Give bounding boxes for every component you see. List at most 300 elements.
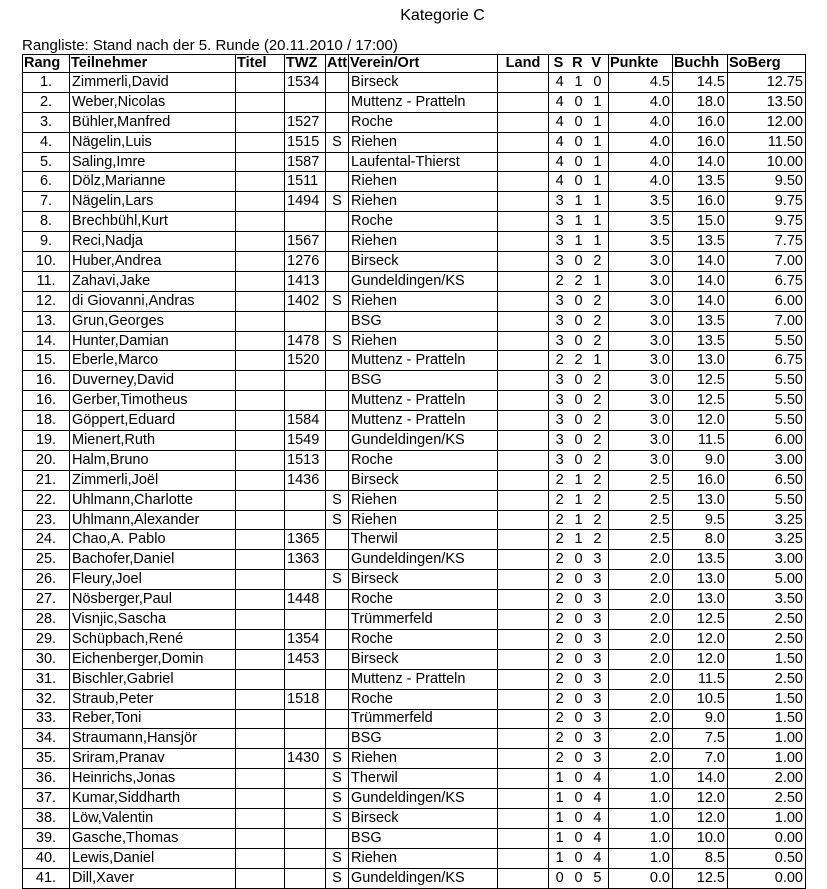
cell-name: Saling,Imre (70, 152, 236, 172)
cell-rang: 19. (23, 431, 70, 451)
cell-titel (236, 828, 285, 848)
col-header-v: V (591, 55, 602, 71)
cell-r: 0 (574, 431, 583, 448)
cell-buchh: 13.0 (673, 570, 728, 590)
cell-soberg: 3.25 (728, 510, 806, 530)
table-row (23, 311, 806, 331)
cell-r: 0 (574, 730, 583, 747)
cell-buchh: 16.0 (673, 470, 728, 490)
cell-s: 2 (555, 272, 564, 289)
cell-verein: Riehen (349, 192, 498, 212)
cell-twz: 1534 (285, 73, 326, 93)
cell-land (498, 709, 549, 729)
page-title (0, 7, 827, 25)
cell-att (326, 590, 349, 610)
cell-v: 2 (593, 451, 602, 468)
cell-buchh: 11.5 (673, 669, 728, 689)
cell-v: 2 (593, 252, 602, 269)
cell-verein: Riehen (349, 232, 498, 252)
cell-name: Nösberger,Paul (70, 590, 236, 610)
cell-twz: 1453 (285, 649, 326, 669)
cell-rang: 20. (23, 450, 70, 470)
cell-att (326, 729, 349, 749)
cell-twz: 1527 (285, 112, 326, 132)
cell-buchh: 16.0 (673, 132, 728, 152)
cell-twz: 1354 (285, 629, 326, 649)
cell-r: 0 (574, 153, 583, 170)
cell-srv (549, 550, 609, 570)
cell-v: 4 (593, 829, 602, 846)
cell-rang: 26. (23, 570, 70, 590)
cell-name: Löw,Valentin (70, 808, 236, 828)
cell-buchh: 12.0 (673, 808, 728, 828)
cell-name: Uhlmann,Charlotte (70, 490, 236, 510)
cell-v: 2 (593, 332, 602, 349)
cell-soberg: 9.50 (728, 172, 806, 192)
table-row (23, 789, 806, 809)
cell-buchh: 13.0 (673, 351, 728, 371)
cell-verein: Muttenz - Pratteln (349, 411, 498, 431)
cell-land (498, 371, 549, 391)
cell-name: Gasche,Thomas (70, 828, 236, 848)
cell-verein: Trümmerfeld (349, 709, 498, 729)
cell-titel (236, 73, 285, 93)
table-row (23, 769, 806, 789)
cell-rang: 7. (23, 192, 70, 212)
cell-twz: 1448 (285, 590, 326, 610)
cell-att: S (326, 749, 349, 769)
col-header-punkte: Punkte (609, 55, 673, 73)
cell-name: Straub,Peter (70, 689, 236, 709)
cell-twz (285, 729, 326, 749)
table-row (23, 152, 806, 172)
cell-buchh: 9.0 (673, 450, 728, 470)
cell-titel (236, 271, 285, 291)
cell-rang: 16. (23, 371, 70, 391)
cell-v: 2 (593, 392, 602, 409)
table-row (23, 351, 806, 371)
cell-rang: 5. (23, 152, 70, 172)
cell-rang: 23. (23, 510, 70, 530)
cell-buchh: 18.0 (673, 92, 728, 112)
cell-v: 2 (593, 511, 602, 528)
table-row (23, 411, 806, 431)
cell-srv (549, 848, 609, 868)
cell-s: 2 (555, 471, 564, 488)
cell-r: 0 (574, 809, 583, 826)
cell-rang: 37. (23, 789, 70, 809)
cell-rang: 25. (23, 550, 70, 570)
cell-punkte: 2.0 (609, 629, 673, 649)
cell-rang: 29. (23, 629, 70, 649)
cell-soberg: 13.50 (728, 92, 806, 112)
cell-twz (285, 212, 326, 232)
cell-titel (236, 450, 285, 470)
cell-s: 1 (555, 809, 564, 826)
cell-att (326, 610, 349, 630)
cell-titel (236, 490, 285, 510)
table-row (23, 470, 806, 490)
table-row (23, 391, 806, 411)
cell-titel (236, 729, 285, 749)
table-row (23, 73, 806, 93)
cell-srv (549, 351, 609, 371)
cell-punkte: 2.0 (609, 590, 673, 610)
cell-rang: 4. (23, 132, 70, 152)
cell-punkte: 2.0 (609, 689, 673, 709)
cell-twz (285, 848, 326, 868)
cell-punkte: 1.0 (609, 828, 673, 848)
cell-punkte: 2.5 (609, 510, 673, 530)
cell-verein: Gundeldingen/KS (349, 431, 498, 451)
cell-land (498, 112, 549, 132)
cell-titel (236, 689, 285, 709)
cell-verein: Muttenz - Pratteln (349, 351, 498, 371)
cell-verein: Riehen (349, 331, 498, 351)
cell-srv (549, 470, 609, 490)
cell-verein: Riehen (349, 490, 498, 510)
cell-s: 4 (555, 133, 564, 150)
cell-v: 4 (593, 809, 602, 826)
cell-s: 2 (555, 670, 564, 687)
cell-twz: 1587 (285, 152, 326, 172)
cell-verein: Riehen (349, 510, 498, 530)
cell-soberg: 1.50 (728, 709, 806, 729)
cell-v: 2 (593, 292, 602, 309)
cell-name: Zahavi,Jake (70, 271, 236, 291)
cell-srv (549, 271, 609, 291)
cell-punkte: 4.0 (609, 112, 673, 132)
cell-srv (549, 73, 609, 93)
cell-punkte: 3.0 (609, 450, 673, 470)
cell-soberg: 5.50 (728, 391, 806, 411)
cell-s: 3 (555, 451, 564, 468)
cell-r: 0 (574, 551, 583, 568)
cell-land (498, 490, 549, 510)
cell-soberg: 1.00 (728, 729, 806, 749)
cell-land (498, 769, 549, 789)
cell-land (498, 749, 549, 769)
cell-r: 0 (574, 312, 583, 329)
table-row (23, 112, 806, 132)
cell-twz: 1363 (285, 550, 326, 570)
cell-twz: 1413 (285, 271, 326, 291)
cell-soberg: 7.00 (728, 252, 806, 272)
cell-titel (236, 550, 285, 570)
cell-srv (549, 629, 609, 649)
cell-rang: 9. (23, 232, 70, 252)
cell-att (326, 689, 349, 709)
cell-v: 3 (593, 670, 602, 687)
cell-soberg: 6.75 (728, 351, 806, 371)
cell-att: S (326, 192, 349, 212)
cell-titel (236, 470, 285, 490)
cell-buchh: 10.0 (673, 828, 728, 848)
cell-att: S (326, 769, 349, 789)
cell-buchh: 12.5 (673, 868, 728, 888)
cell-soberg: 6.50 (728, 470, 806, 490)
cell-punkte: 2.5 (609, 470, 673, 490)
cell-att: S (326, 132, 349, 152)
cell-buchh: 12.5 (673, 610, 728, 630)
cell-att (326, 152, 349, 172)
cell-s: 3 (555, 252, 564, 269)
cell-srv (549, 132, 609, 152)
cell-punkte: 3.0 (609, 391, 673, 411)
cell-att (326, 311, 349, 331)
table-row (23, 232, 806, 252)
cell-att: S (326, 808, 349, 828)
cell-s: 2 (555, 730, 564, 747)
cell-land (498, 212, 549, 232)
cell-att (326, 431, 349, 451)
cell-titel (236, 709, 285, 729)
cell-titel (236, 291, 285, 311)
cell-att (326, 112, 349, 132)
cell-twz: 1494 (285, 192, 326, 212)
cell-soberg: 5.50 (728, 411, 806, 431)
cell-verein: Muttenz - Pratteln (349, 92, 498, 112)
cell-srv (549, 152, 609, 172)
cell-att (326, 530, 349, 550)
cell-buchh: 12.0 (673, 629, 728, 649)
cell-r: 0 (574, 113, 583, 130)
cell-name: Weber,Nicolas (70, 92, 236, 112)
cell-srv (549, 232, 609, 252)
cell-v: 5 (593, 869, 602, 886)
cell-buchh: 14.5 (673, 73, 728, 93)
cell-name: Lewis,Daniel (70, 848, 236, 868)
cell-name: Eberle,Marco (70, 351, 236, 371)
table-row (23, 450, 806, 470)
cell-srv (549, 450, 609, 470)
cell-punkte: 3.0 (609, 371, 673, 391)
cell-r: 2 (574, 352, 583, 369)
cell-s: 0 (555, 869, 564, 886)
cell-r: 0 (574, 252, 583, 269)
cell-titel (236, 172, 285, 192)
cell-twz: 1511 (285, 172, 326, 192)
cell-srv (549, 192, 609, 212)
cell-verein: Therwil (349, 530, 498, 550)
cell-r: 0 (574, 133, 583, 150)
cell-land (498, 411, 549, 431)
cell-land (498, 152, 549, 172)
cell-verein: Gundeldingen/KS (349, 550, 498, 570)
cell-rang: 40. (23, 848, 70, 868)
cell-verein: BSG (349, 729, 498, 749)
cell-punkte: 3.0 (609, 331, 673, 351)
cell-soberg: 5.50 (728, 331, 806, 351)
cell-r: 0 (574, 770, 583, 787)
cell-verein: Riehen (349, 749, 498, 769)
cell-soberg: 3.00 (728, 550, 806, 570)
cell-verein: Riehen (349, 848, 498, 868)
cell-name: Kumar,Siddharth (70, 789, 236, 809)
cell-name: Reci,Nadja (70, 232, 236, 252)
cell-twz (285, 789, 326, 809)
cell-buchh: 13.5 (673, 232, 728, 252)
cell-punkte: 1.0 (609, 808, 673, 828)
cell-r: 0 (574, 670, 583, 687)
cell-soberg: 12.75 (728, 73, 806, 93)
cell-land (498, 848, 549, 868)
cell-buchh: 11.5 (673, 431, 728, 451)
cell-rang: 12. (23, 291, 70, 311)
cell-titel (236, 868, 285, 888)
cell-verein: Roche (349, 212, 498, 232)
cell-name: Brechbühl,Kurt (70, 212, 236, 232)
cell-srv (549, 590, 609, 610)
cell-land (498, 252, 549, 272)
cell-punkte: 3.5 (609, 232, 673, 252)
cell-s: 4 (555, 153, 564, 170)
cell-name: Uhlmann,Alexander (70, 510, 236, 530)
cell-punkte: 3.0 (609, 411, 673, 431)
cell-srv (549, 610, 609, 630)
cell-land (498, 271, 549, 291)
cell-name: Göppert,Eduard (70, 411, 236, 431)
cell-soberg: 7.75 (728, 232, 806, 252)
cell-buchh: 13.0 (673, 590, 728, 610)
cell-titel (236, 351, 285, 371)
cell-soberg: 5.50 (728, 490, 806, 510)
cell-name: Hunter,Damian (70, 331, 236, 351)
cell-titel (236, 669, 285, 689)
cell-r: 0 (574, 790, 583, 806)
cell-rang: 10. (23, 252, 70, 272)
cell-rang: 32. (23, 689, 70, 709)
cell-srv (549, 649, 609, 669)
cell-punkte: 1.0 (609, 769, 673, 789)
cell-titel (236, 610, 285, 630)
cell-s: 1 (555, 770, 564, 787)
cell-v: 2 (593, 471, 602, 488)
cell-srv (549, 749, 609, 769)
cell-att: S (326, 490, 349, 510)
cell-buchh: 14.0 (673, 291, 728, 311)
cell-punkte: 3.5 (609, 192, 673, 212)
cell-verein: BSG (349, 828, 498, 848)
cell-land (498, 192, 549, 212)
cell-att (326, 391, 349, 411)
cell-att (326, 629, 349, 649)
cell-verein: Birseck (349, 649, 498, 669)
cell-att (326, 470, 349, 490)
cell-verein: Birseck (349, 570, 498, 590)
cell-name: Mienert,Ruth (70, 431, 236, 451)
cell-r: 0 (574, 591, 583, 608)
cell-soberg: 2.50 (728, 789, 806, 809)
cell-titel (236, 331, 285, 351)
cell-punkte: 2.0 (609, 550, 673, 570)
cell-punkte: 3.0 (609, 252, 673, 272)
cell-att: S (326, 570, 349, 590)
cell-v: 3 (593, 690, 602, 707)
cell-r: 0 (574, 610, 583, 627)
cell-punkte: 4.0 (609, 92, 673, 112)
cell-buchh: 12.0 (673, 411, 728, 431)
col-header-buchh: Buchh (673, 55, 728, 73)
cell-r: 0 (574, 571, 583, 588)
cell-s: 4 (555, 173, 564, 190)
cell-rang: 36. (23, 769, 70, 789)
cell-rang: 33. (23, 709, 70, 729)
cell-punkte: 3.0 (609, 431, 673, 451)
cell-name: Duverney,David (70, 371, 236, 391)
cell-twz: 1365 (285, 530, 326, 550)
cell-v: 3 (593, 630, 602, 647)
cell-land (498, 291, 549, 311)
cell-rang: 24. (23, 530, 70, 550)
cell-buchh: 12.0 (673, 789, 728, 809)
standings-table (22, 54, 806, 889)
cell-twz (285, 391, 326, 411)
cell-v: 4 (593, 790, 602, 806)
cell-titel (236, 649, 285, 669)
cell-r: 0 (574, 690, 583, 707)
cell-titel (236, 769, 285, 789)
cell-punkte: 2.5 (609, 530, 673, 550)
cell-twz (285, 92, 326, 112)
cell-r: 0 (574, 292, 583, 309)
cell-name: di Giovanni,Andras (70, 291, 236, 311)
cell-soberg: 7.00 (728, 311, 806, 331)
cell-land (498, 649, 549, 669)
cell-name: Bachofer,Daniel (70, 550, 236, 570)
cell-rang: 41. (23, 868, 70, 888)
table-row (23, 749, 806, 769)
cell-srv (549, 172, 609, 192)
cell-titel (236, 232, 285, 252)
cell-twz: 1402 (285, 291, 326, 311)
page-title-text: Kategorie C (400, 7, 485, 24)
cell-twz (285, 808, 326, 828)
cell-att: S (326, 510, 349, 530)
cell-land (498, 73, 549, 93)
cell-name: Bühler,Manfred (70, 112, 236, 132)
cell-twz (285, 610, 326, 630)
cell-rang: 30. (23, 649, 70, 669)
cell-r: 0 (574, 412, 583, 429)
cell-land (498, 450, 549, 470)
cell-twz: 1276 (285, 252, 326, 272)
cell-titel (236, 570, 285, 590)
cell-s: 2 (555, 690, 564, 707)
cell-verein: BSG (349, 371, 498, 391)
cell-land (498, 669, 549, 689)
cell-buchh: 7.0 (673, 749, 728, 769)
cell-land (498, 351, 549, 371)
cell-land (498, 689, 549, 709)
cell-r: 0 (574, 869, 583, 886)
table-row (23, 848, 806, 868)
cell-twz: 1518 (285, 689, 326, 709)
cell-srv (549, 411, 609, 431)
cell-buchh: 14.0 (673, 769, 728, 789)
cell-titel (236, 411, 285, 431)
cell-r: 1 (574, 531, 583, 548)
cell-land (498, 590, 549, 610)
cell-buchh: 12.5 (673, 371, 728, 391)
cell-r: 2 (574, 272, 583, 289)
col-header-srv (549, 55, 609, 73)
cell-soberg: 0.50 (728, 848, 806, 868)
cell-land (498, 172, 549, 192)
table-row (23, 828, 806, 848)
cell-s: 2 (555, 551, 564, 568)
col-header-twz: TWZ (285, 55, 326, 73)
